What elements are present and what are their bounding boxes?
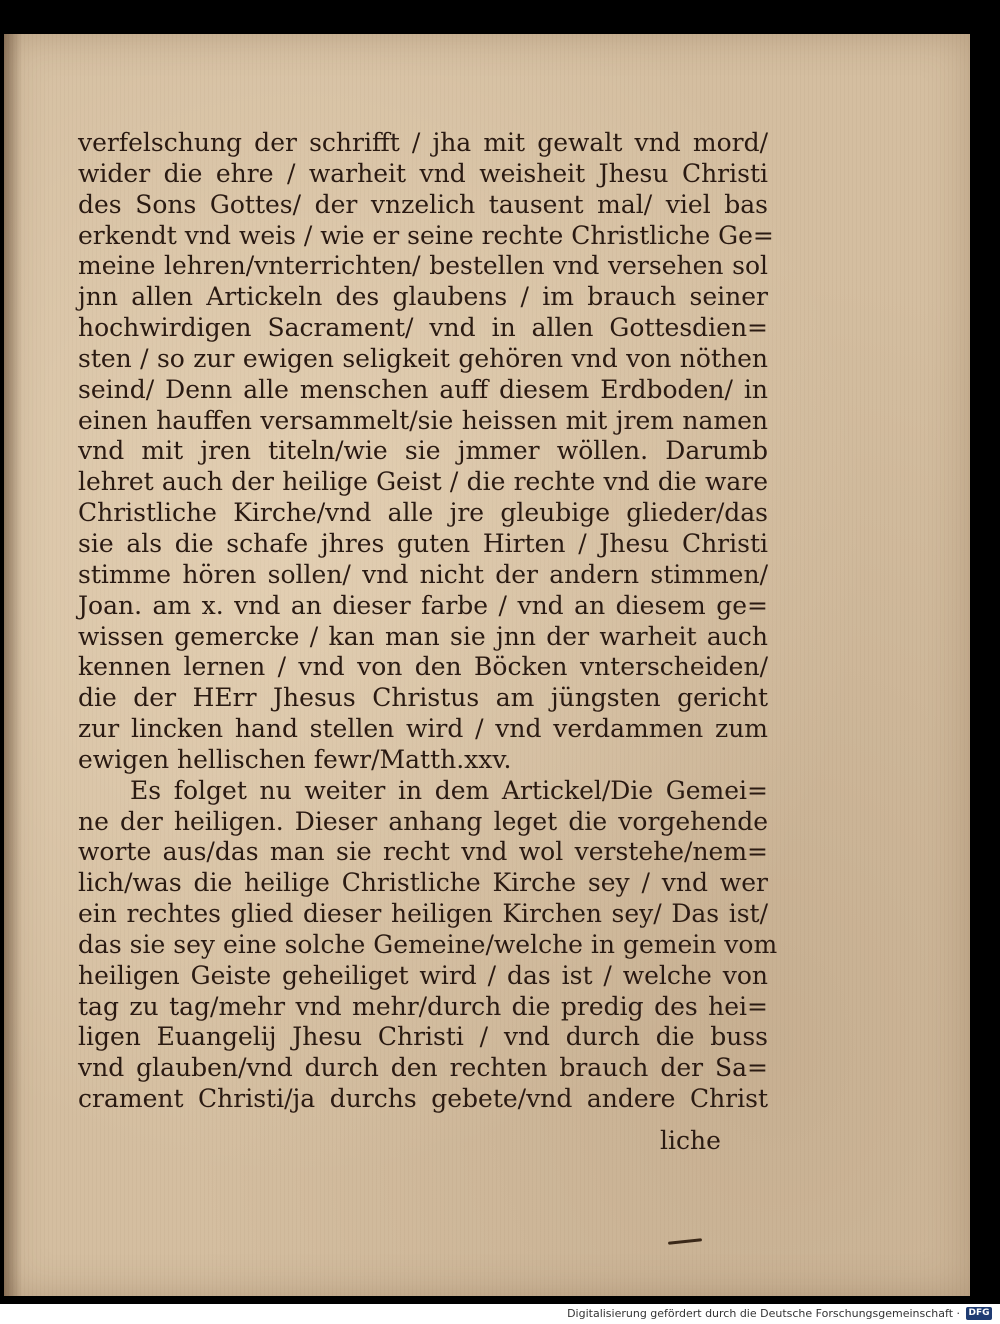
digitization-footer	[0, 1304, 1000, 1324]
text-line: seind/ Denn alle menschen auff diesem Erdboden/ in	[78, 374, 768, 404]
text-line: jnn allen Artickeln des glaubens / im brauch seiner	[78, 282, 768, 312]
text-line: lich/was die heilige Christliche Kirche sey / vnd wer	[78, 868, 768, 898]
body-text	[78, 128, 778, 1115]
text-line: sten / so zur ewigen seligkeit gehören vnd von nöthen	[78, 343, 768, 373]
text-line: hochwirdigen Sacrament/ vnd in allen Gottesdien=	[78, 313, 768, 343]
text-line: ewigen hellischen fewr/Matth.xxv.	[78, 744, 512, 774]
page-gutter-shadow	[4, 34, 22, 1296]
text-line: Christliche Kirche/vnd alle jre gleubige glieder/das	[78, 498, 768, 528]
text-line: lehret auch der heilige Geist / die rechte vnd die ware	[78, 467, 768, 497]
text-line: verfelschung der schrifft / jha mit gewalt vnd mord/	[78, 128, 768, 157]
text-line: erkendt vnd weis / wie er seine rechte Christliche Ge=	[78, 220, 774, 250]
text-line: worte aus/das man sie recht vnd wol verstehe/nem=	[78, 837, 768, 867]
text-line: ligen Euangelij Jhesu Christi / vnd durch die buss	[78, 1022, 768, 1052]
text-line: zur lincken hand stellen wird / vnd verdammen zum	[78, 714, 768, 744]
text-line: ne der heiligen. Dieser anhang leget die vorgehende	[78, 806, 768, 836]
funding-credit: Digitalisierung gefördert durch die Deutsche Forschungsgemeinschaft ·	[567, 1307, 960, 1320]
dfg-logo: DFG	[966, 1307, 992, 1320]
text-line: meine lehren/vnterrichten/ bestellen vnd versehen sol	[78, 251, 768, 281]
text-line: stimme hören sollen/ vnd nicht der andern stimmen/	[78, 559, 768, 589]
text-line: die der HErr Jhesus Christus am jüngsten gericht	[78, 683, 768, 713]
text-line: crament Christi/ja durchs gebete/vnd andere Christ	[78, 1084, 768, 1114]
text-line: vnd glauben/vnd durch den rechten brauch der Sa=	[78, 1053, 768, 1083]
text-line: kennen lernen / vnd von den Böcken vnterscheiden/	[78, 652, 768, 682]
text-line: ein rechtes glied dieser heiligen Kirchen sey/ Das ist/	[78, 899, 768, 929]
text-line: wissen gemercke / kan man sie jnn der warheit auch	[78, 621, 768, 651]
text-line: vnd mit jren titeln/wie sie jmmer wöllen. Darumb	[78, 436, 768, 466]
text-line: des Sons Gottes/ der vnzelich tausent mal/ viel bas	[78, 189, 768, 219]
text-line: Joan. am x. vnd an dieser farbe / vnd an diesem ge=	[78, 590, 768, 620]
paragraph-start-line: Es folget nu weiter in dem Artickel/Die Gemei=	[130, 775, 768, 805]
text-line: wider die ehre / warheit vnd weisheit Jhesu Christi	[78, 158, 768, 188]
text-line: heiligen Geiste geheiliget wird / das ist / welche von	[78, 960, 768, 990]
text-line: tag zu tag/mehr vnd mehr/durch die predig des hei=	[78, 991, 768, 1021]
text-line: das sie sey eine solche Gemeine/welche in gemein vom	[78, 929, 778, 959]
catchword: liche	[660, 1126, 721, 1155]
text-line: einen hauffen versammelt/sie heissen mit jrem namen	[78, 405, 768, 435]
text-line: sie als die schafe jhres guten Hirten / Jhesu Christi	[78, 528, 768, 558]
